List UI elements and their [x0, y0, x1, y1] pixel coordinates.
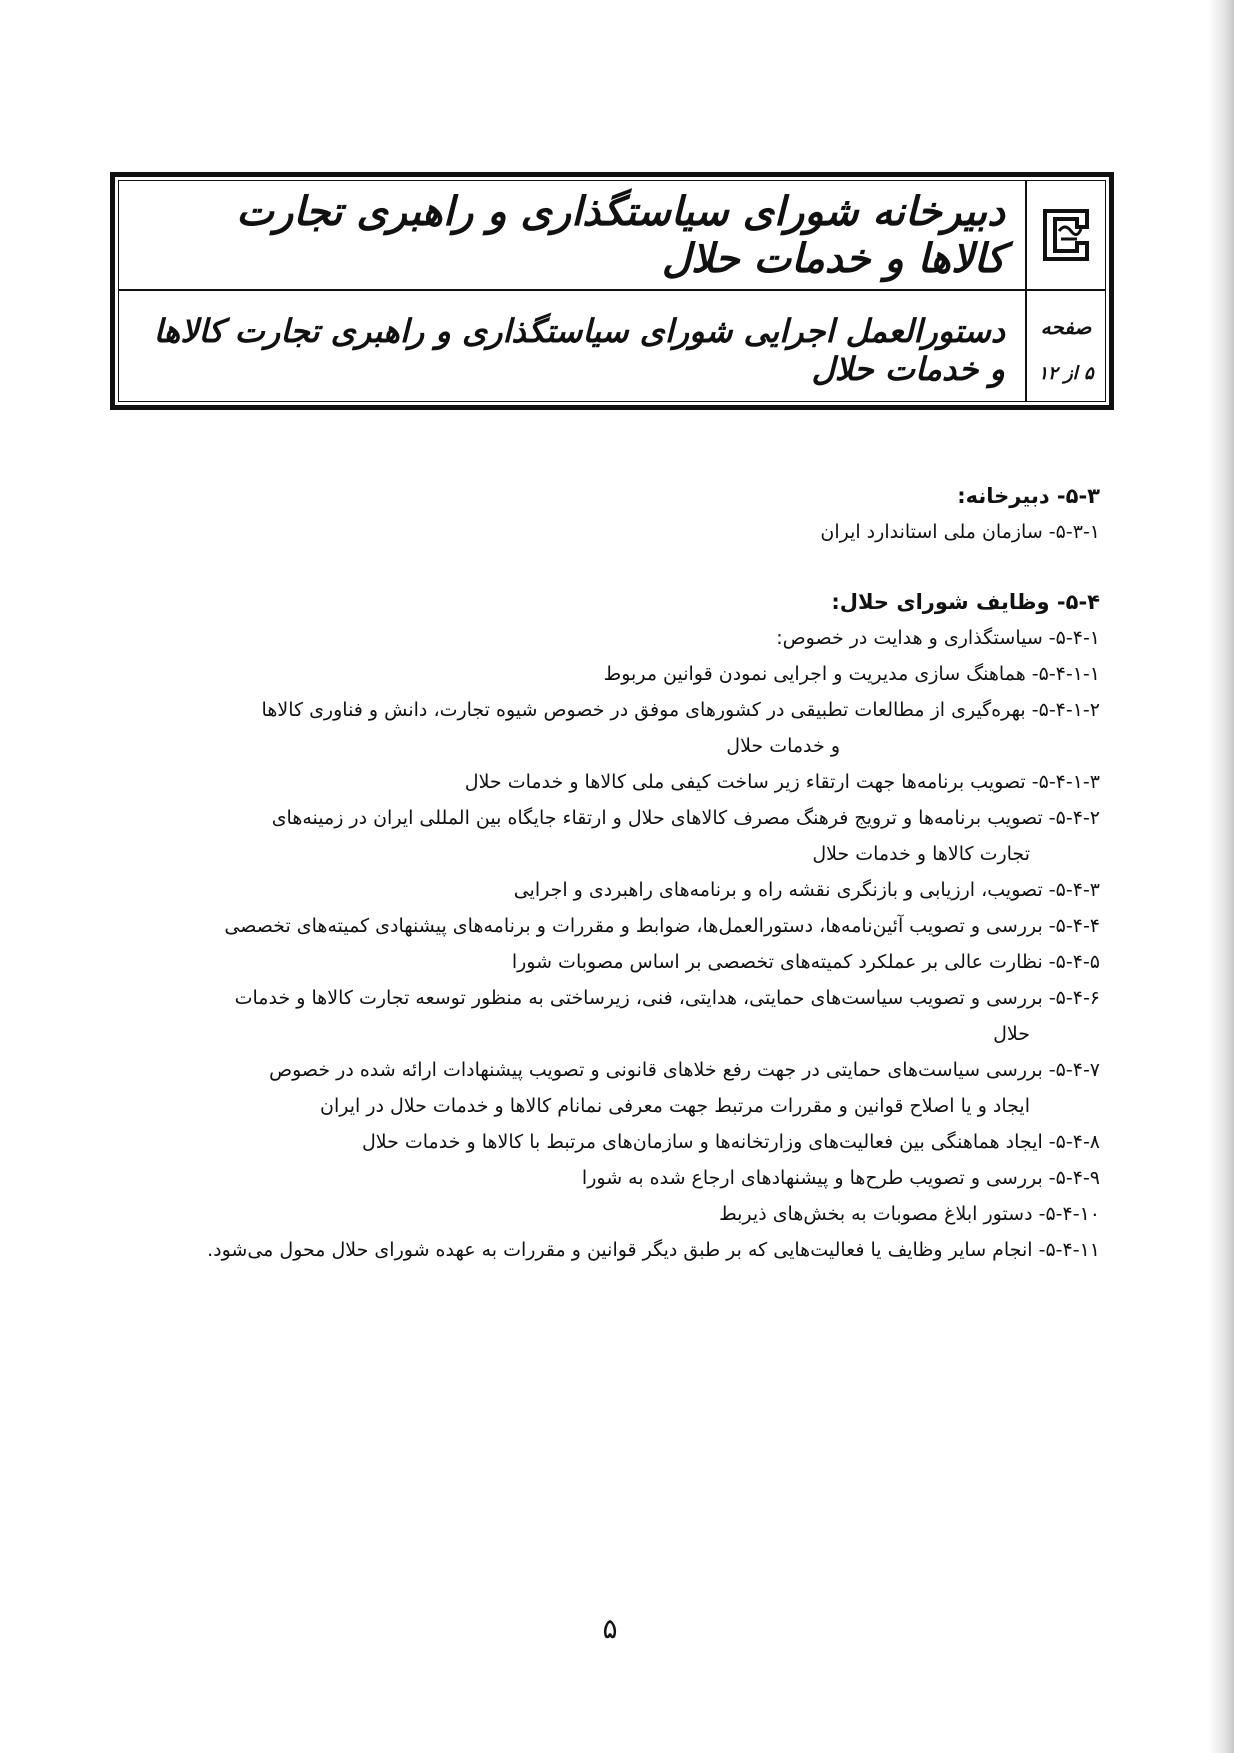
- item-5-4-8: ۵-۴-۸- ایجاد هماهنگی بین فعالیت‌های وزارتخانه‌ها و سازمان‌های مرتبط با کالاها و خدمات حلال: [361, 1131, 1100, 1153]
- item-5-3-1: ۵-۳-۱- سازمان ملی استاندارد ایران: [820, 521, 1100, 543]
- item-5-4-6-cont: حلال: [993, 1023, 1030, 1045]
- page-number: ۵: [602, 1612, 618, 1645]
- document-header: [110, 172, 1114, 410]
- item-5-4-10: ۵-۴-۱۰- دستور ابلاغ مصوبات به بخش‌های ذیربط: [719, 1203, 1100, 1225]
- logo-cell: [1027, 181, 1105, 289]
- page-indicator-cell: [1027, 291, 1105, 409]
- item-5-4-1-2-cont: و خدمات حلال: [726, 735, 840, 757]
- item-5-4-7: ۵-۴-۷- بررسی سیاست‌های حمایتی در جهت رفع خلاهای قانونی و تصویب پیشنهادات ارائه شده در خصوص: [269, 1059, 1100, 1081]
- item-5-4-3: ۵-۴-۳- تصویب، ارزیابی و بازنگری نقشه راه و برنامه‌های راهبردی و اجرایی: [513, 879, 1100, 901]
- item-5-4-1-3: ۵-۴-۱-۳- تصویب برنامه‌ها جهت ارتقاء زیر ساخت کیفی ملی کالاها و خدمات حلال: [464, 771, 1100, 793]
- header-inner-frame: [118, 180, 1106, 402]
- item-5-4-9: ۵-۴-۹- بررسی و تصویب طرح‌ها و پیشنهادهای ارجاع شده به شورا: [581, 1167, 1100, 1189]
- item-5-4-7-cont: ایجاد و یا اصلاح قوانین و مقررات مرتبط جهت معرفی نمانام کالاها و خدمات حلال در ایران: [320, 1095, 1030, 1117]
- item-5-4-2-cont: تجارت کالاها و خدمات حلال: [812, 843, 1030, 865]
- item-5-4-5: ۵-۴-۵- نظارت عالی بر عملکرد کمیته‌های تخصصی بر اساس مصوبات شورا: [511, 951, 1100, 973]
- item-5-4-1: ۵-۴-۱- سیاستگذاری و هدایت در خصوص:: [776, 627, 1100, 649]
- item-5-4-1-2: ۵-۴-۱-۲- بهره‌گیری از مطالعات تطبیقی در کشورهای موفق در خصوص شیوه تجارت، دانش و فناوری کالاها: [261, 699, 1100, 721]
- item-5-4-4: ۵-۴-۴- بررسی و تصویب آئین‌نامه‌ها، دستورالعمل‌ها، ضوابط و مقررات و برنامه‌های پیشنهادی کمیته‌های تخصصی: [224, 915, 1100, 937]
- spacer: [150, 550, 1100, 584]
- item-5-4-11: ۵-۴-۱۱- انجام سایر وظایف یا فعالیت‌هایی که بر طبق دیگر قوانین و مقررات به عهده شورای حلال محول می‌شود.: [207, 1239, 1100, 1261]
- page-count: ۵ از ۱۲: [1038, 363, 1094, 384]
- item-5-4-1-1: ۵-۴-۱-۱- هماهنگ سازی مدیریت و اجرایی نمودن قوانین مربوط: [603, 663, 1100, 685]
- page-label: صفحه: [1040, 315, 1092, 339]
- document-body: [150, 478, 1100, 1268]
- item-5-4-6: ۵-۴-۶- بررسی و تصویب سیاست‌های حمایتی، هدایتی، فنی، زیرساختی به منظور توسعه تجارت کالاها و خدمات: [234, 987, 1100, 1009]
- item-5-4-2: ۵-۴-۲- تصویب برنامه‌ها و ترویج فرهنگ مصرف کالاهای حلال و ارتقاء جایگاه بین المللی ایران در زمینه‌های: [271, 807, 1100, 829]
- scan-page-edge: [1208, 0, 1234, 1753]
- header-title-secretariat: دبیرخانه شورای سیاستگذاری و راهبری تجارت کالاها و خدمات حلال: [236, 188, 1005, 282]
- section-heading-5-4: ۵-۴- وظایف شورای حلال:: [831, 590, 1100, 614]
- standard-organization-logo-icon: [1037, 205, 1095, 265]
- header-title-instruction: دستورالعمل اجرایی شورای سیاستگذاری و راهبری تجارت کالاها و خدمات حلال: [153, 312, 1005, 388]
- section-heading-5-3: ۵-۳- دبیرخانه:: [957, 484, 1100, 508]
